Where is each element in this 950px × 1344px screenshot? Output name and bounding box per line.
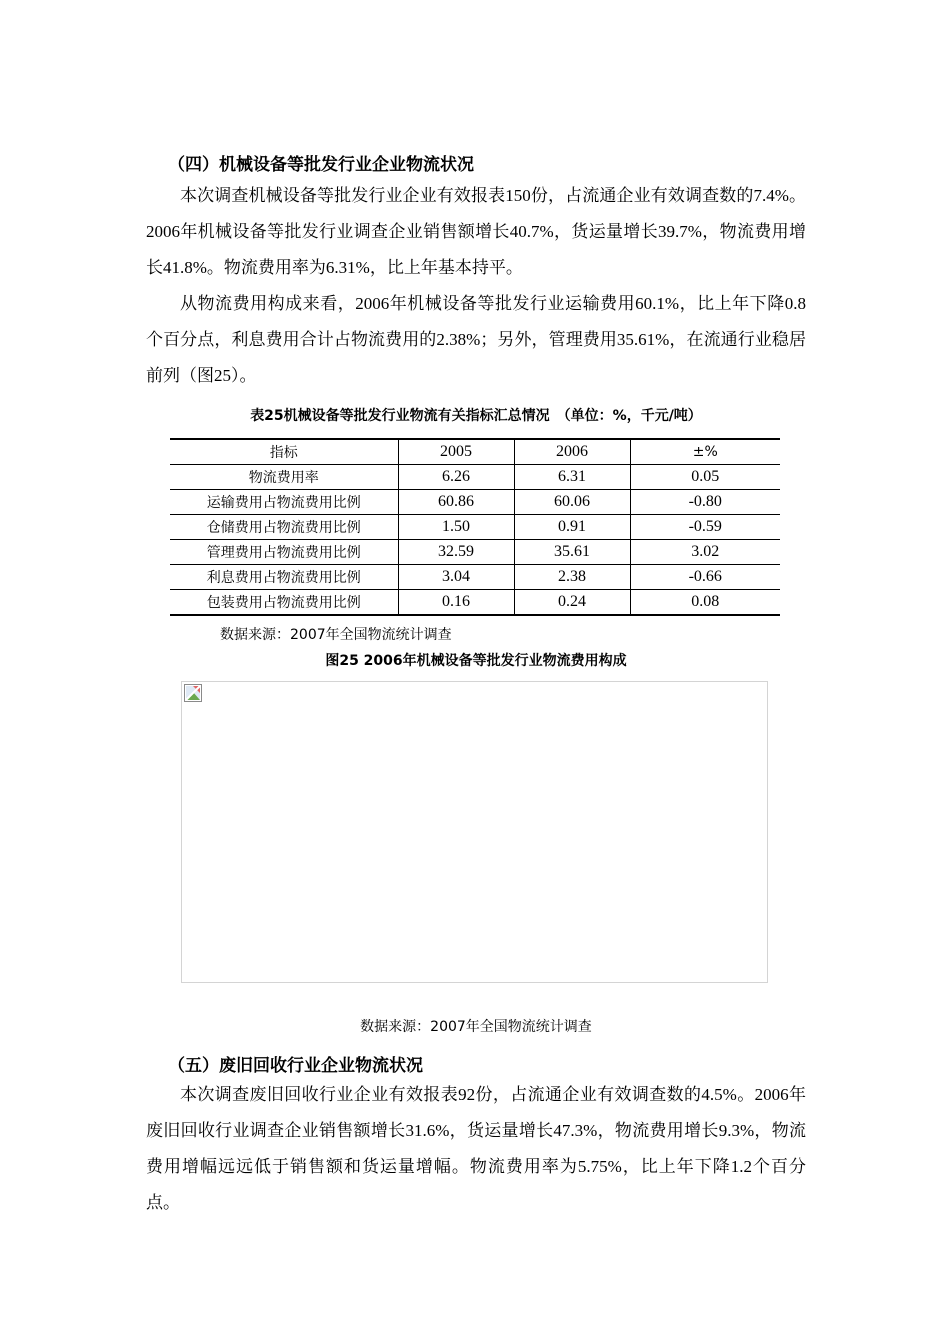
table-header-cell: 指标 <box>170 439 398 465</box>
section-4-paragraph-2: 从物流费用构成来看，2006年机械设备等批发行业运输费用60.1%，比上年下降0.8个百分点，利息费用合计占物流费用的2.38%；另外，管理费用35.61%，在流通行业稳居前列（图25）。 <box>146 294 806 385</box>
table-cell: 6.26 <box>398 465 514 490</box>
table-cell: 60.86 <box>398 490 514 515</box>
table-25-title: 表25机械设备等批发行业物流有关指标汇总情况 （单位：%，千元/吨） <box>250 408 702 424</box>
table-cell: 60.06 <box>514 490 630 515</box>
table-cell: 利息费用占物流费用比例 <box>170 565 398 590</box>
table-header-cell: 2005 <box>398 439 514 465</box>
table-cell: 0.91 <box>514 515 630 540</box>
table-cell: 仓储费用占物流费用比例 <box>170 515 398 540</box>
table-cell: 运输费用占物流费用比例 <box>170 490 398 515</box>
table-row <box>170 490 780 515</box>
section-5-heading: （五）废旧回收行业企业物流状况 <box>168 1056 423 1076</box>
table-cell: 0.05 <box>630 465 780 490</box>
table-header-row <box>170 439 780 465</box>
table-cell: 1.50 <box>398 515 514 540</box>
table-cell: 包装费用占物流费用比例 <box>170 590 398 616</box>
table-cell: 物流费用率 <box>170 465 398 490</box>
indicator-table <box>170 438 780 616</box>
table-cell: 32.59 <box>398 540 514 565</box>
table-row <box>170 590 780 616</box>
section-5-paragraph-1: 本次调查废旧回收行业企业有效报表92份，占流通企业有效调查数的4.5%。2006年废旧回收行业调查企业销售额增长31.6%，货运量增长47.3%，物流费用增长9.3%，物流费用增幅远远低于销售额和货运量增幅。物流费用率为5.75%，比上年下降1.2个百分点。 <box>146 1085 806 1212</box>
table-cell: 6.31 <box>514 465 630 490</box>
table-row <box>170 540 780 565</box>
figure-placeholder <box>181 681 768 983</box>
table-cell: 3.02 <box>630 540 780 565</box>
table-cell: -0.59 <box>630 515 780 540</box>
table-cell: 2.38 <box>514 565 630 590</box>
table-cell: -0.80 <box>630 490 780 515</box>
table-cell: -0.66 <box>630 565 780 590</box>
figure-source-note: 数据来源：2007年全国物流统计调查 <box>360 1019 592 1035</box>
table-row <box>170 565 780 590</box>
broken-image-icon <box>184 684 202 702</box>
table-cell: 管理费用占物流费用比例 <box>170 540 398 565</box>
table-cell: 0.08 <box>630 590 780 616</box>
section-4-heading: （四）机械设备等批发行业企业物流状况 <box>168 155 474 175</box>
table-header-cell: ±% <box>630 439 780 465</box>
table-row <box>170 515 780 540</box>
table-row <box>170 465 780 490</box>
table-header-cell: 2006 <box>514 439 630 465</box>
table-cell: 35.61 <box>514 540 630 565</box>
figure-25-title: 图25 2006年机械设备等批发行业物流费用构成 <box>325 653 627 669</box>
table-cell: 0.16 <box>398 590 514 616</box>
section-4-paragraph-1: 本次调查机械设备等批发行业企业有效报表150份，占流通企业有效调查数的7.4%。2006年机械设备等批发行业调查企业销售额增长40.7%，货运量增长39.7%，物流费用增长41.8%。物流费用率为6.31%，比上年基本持平。 <box>146 186 806 277</box>
table-cell: 0.24 <box>514 590 630 616</box>
table-cell: 3.04 <box>398 565 514 590</box>
table-source-note: 数据来源：2007年全国物流统计调查 <box>220 627 452 643</box>
